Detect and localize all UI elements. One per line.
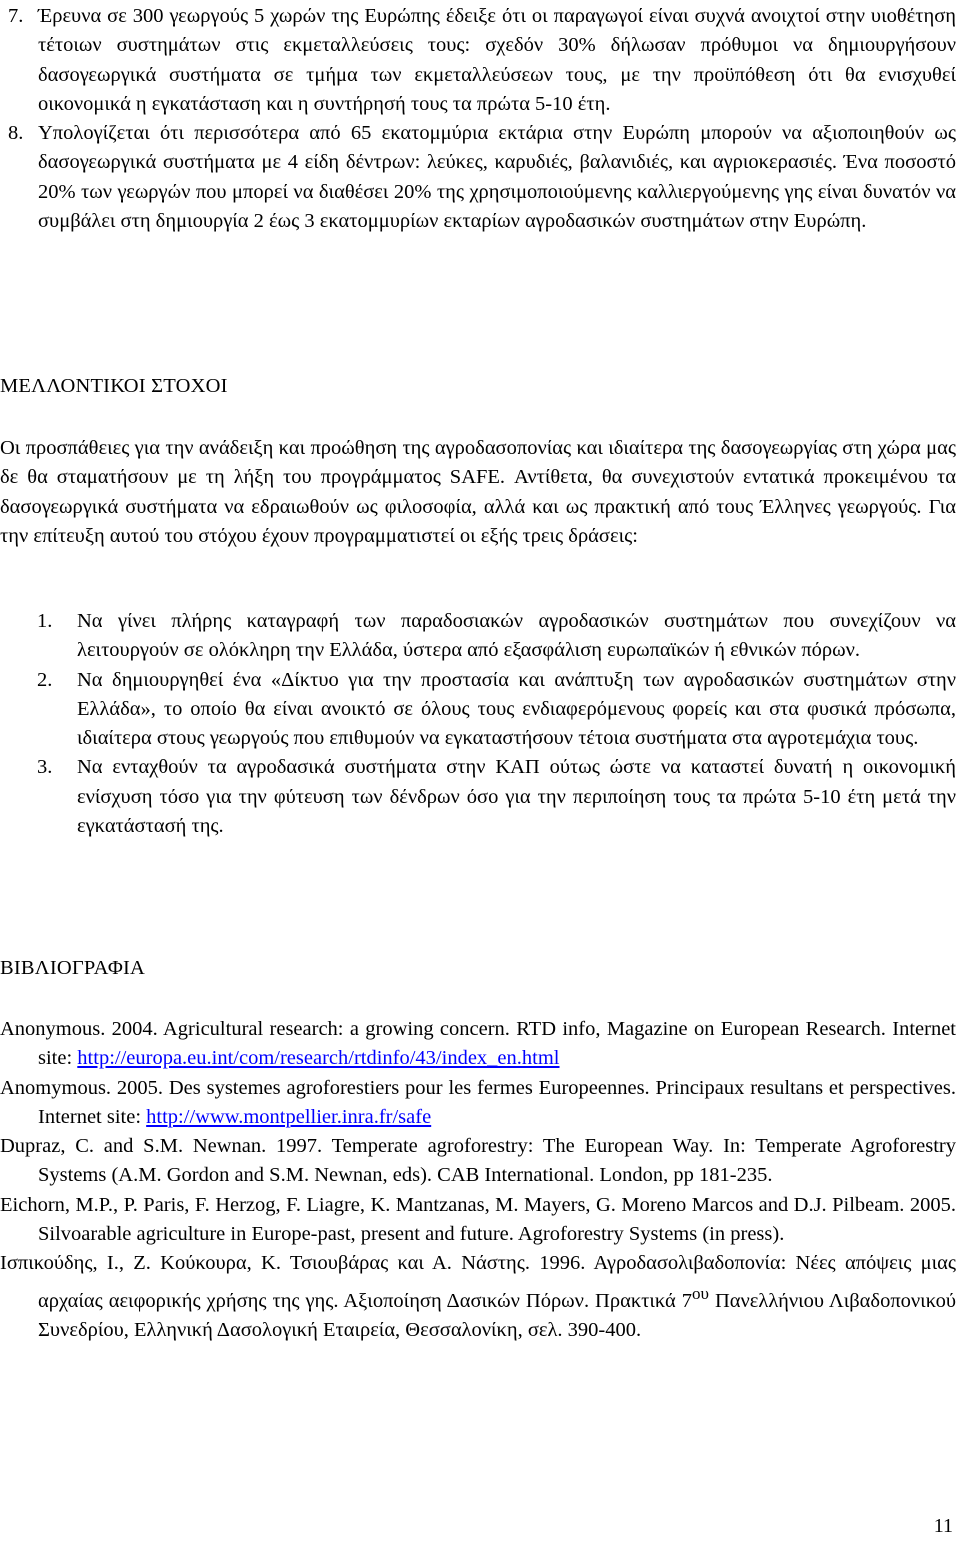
- action-text: Να ενταχθούν τα αγροδασικά συστήματα στην ΚΑΠ ούτως ώστε να καταστεί δυνατή η οικονομική ενίσχυση τόσο για την φύτευση των δένδρων όσο για την περιποίηση τους τα πρώτα 5-10 έτη μετά την εγκατάστασή της.: [77, 756, 956, 838]
- reference-text: Πανελλήνιου Λιβαδοπονικού Συνεδρίου, Ελληνική Δασολογική Εταιρεία, Θεσσαλονίκη, σελ. 390-400.: [38, 1289, 956, 1341]
- bibliography-heading: ΒΙΒΛΙΟΓΡΑΦΙΑ: [0, 957, 146, 979]
- reference-text: Anomymous. 2005. Des systemes agroforestiers pour les fermes Europeennes. Principaux resultans et perspectives. Internet site:: [0, 1076, 956, 1128]
- point-text: Υπολογίζεται ότι περισσότερα από 65 εκατομμύρια εκτάρια στην Ευρώπη μπορούν να αξιοποιηθούν ως δασογεωργικά συστήματα με 4 είδη δέντρων: λεύκες, καρυδιές, βαλανιδιές, και αγριοκερασιές. Ένα ποσοστό 20% των γεωργών που μπορεί να διαθέσει 20% της χρησιμοποιούμενης καλλιεργούμενης γης είναι δυνατόν να συμβάλει στη δημιουργία 2 έως 3 εκατομμυρίων εκταρίων αγροδασικών συστημάτων στην Ευρώπη.: [38, 122, 956, 233]
- reference-item: [0, 1132, 956, 1191]
- action-number: 2.: [37, 668, 53, 691]
- action-text: Να δημιουργηθεί ένα «Δίκτυο για την προστασία και ανάπτυξη των αγροδασικών συστημάτων στην Ελλάδα», το οποίο θα είναι ανοικτό σε όλους τους ενδιαφερόμενους φορείς και στα φυσικά πρόσωπα, ιδιαίτερα στους γεωργούς που επιθυμούν να εγκαταστήσουν τέτοια συστήματα στα αγροτεμάχια τους.: [77, 668, 956, 750]
- action-number: 1.: [37, 610, 53, 632]
- action-text: Να γίνει πλήρης καταγραφή των παραδοσιακών αγροδασικών συστημάτων που συνεχίζουν να λειτουργούν σε ολόκληρη την Ελλάδα, ύστερα από εξασφάλιση ευρωπαϊκών ή εθνικών πόρων.: [77, 610, 956, 662]
- point-text: Έρευνα σε 300 γεωργούς 5 χωρών της Ευρώπης έδειξε ότι οι παραγωγοί είναι συχνά ανοιχτοί στην υιοθέτηση τέτοιων συστημάτων στις εκμεταλλεύσεις τους: σχεδόν 30% δήλωσαν πρόθυμοι να δημιουργήσουν δασογεωργικά συστήματα σε τμήμα των εκμεταλλεύσεων τους, με την προϋπόθεση ότι θα ενισχυθεί οικονομικά η εγκατάσταση και η συντήρησή τους τα πρώτα 5-10 έτη.: [38, 5, 956, 115]
- future-goals-heading: ΜΕΛΛΟΝΤΙΚΟΙ ΣΤΟΧΟΙ: [0, 375, 228, 397]
- reference-text: Dupraz, C. and S.M. Newnan. 1997. Temperate agroforestry: The European Way. In: Temperate Agroforestry Systems (A.M. Gordon and S.M. Newnan, eds). CAB International. London, pp 181-235.: [0, 1135, 956, 1187]
- reference-text: Ισπικούδης, Ι., Ζ. Κούκουρα, Κ. Τσιουβάρας και Α. Νάστης. 1996. Αγροδασολιβαδοπονία: Νέες απόψεις μιας αρχαίας αειφορικής χρήσης της γης. Αξιοποίηση Δασικών Πόρων. Πρακτικά 7: [0, 1252, 956, 1312]
- reference-item: [0, 1074, 956, 1133]
- reference-text: Anonymous. 2004. Agricultural research: a growing concern. RTD info, Magazine on European Research. Internet site:: [0, 1018, 956, 1070]
- reference-item: [0, 1015, 956, 1074]
- point-number: 7.: [8, 5, 24, 27]
- future-goals-intro: Οι προσπάθειες για την ανάδειξη και προώθηση της αγροδασοπονίας και ιδιαίτερα της δασογεωργίας στη χώρα μας δε θα σταματήσουν με τη λήξη του προγράμματος SAFE. Αντίθετα, θα συνεχιστούν εντατικά προκειμένου τα δασογεωργικά συστήματα να εδραιωθούν ως φιλοσοφία, αλλά και ως πρακτική από τους Έλληνες γεωργούς. Για την επίτευξη αυτού του στόχου έχουν προγραμματιστεί οι εξής τρεις δράσεις:: [0, 437, 956, 547]
- point-7: [0, 2, 956, 119]
- reference-item: [0, 1191, 956, 1250]
- reference-text: Eichorn, M.P., P. Paris, F. Herzog, F. Liagre, K. Mantzanas, M. Mayers, G. Moreno Marcos and D.J. Pilbeam. 2005. Silvoarable agriculture in Europe-past, present and future. Agroforestry Systems (in press).: [0, 1193, 956, 1246]
- action-list: [0, 607, 956, 841]
- action-number: 3.: [37, 756, 53, 779]
- point-number: 8.: [8, 122, 24, 145]
- reference-link[interactable]: http://www.montpellier.inra.fr/safe: [146, 1105, 432, 1128]
- reference-item: [0, 1249, 956, 1345]
- bibliography-list: [0, 1015, 956, 1345]
- action-item: [0, 666, 956, 754]
- action-item: [0, 607, 956, 666]
- action-item: [0, 753, 956, 841]
- point-8: [0, 119, 956, 236]
- numbered-points: [0, 2, 956, 236]
- reference-link[interactable]: http://europa.eu.int/com/research/rtdinfo/43/index_en.html: [77, 1047, 560, 1070]
- superscript: ου: [692, 1283, 710, 1303]
- page-number: 11: [933, 1515, 953, 1537]
